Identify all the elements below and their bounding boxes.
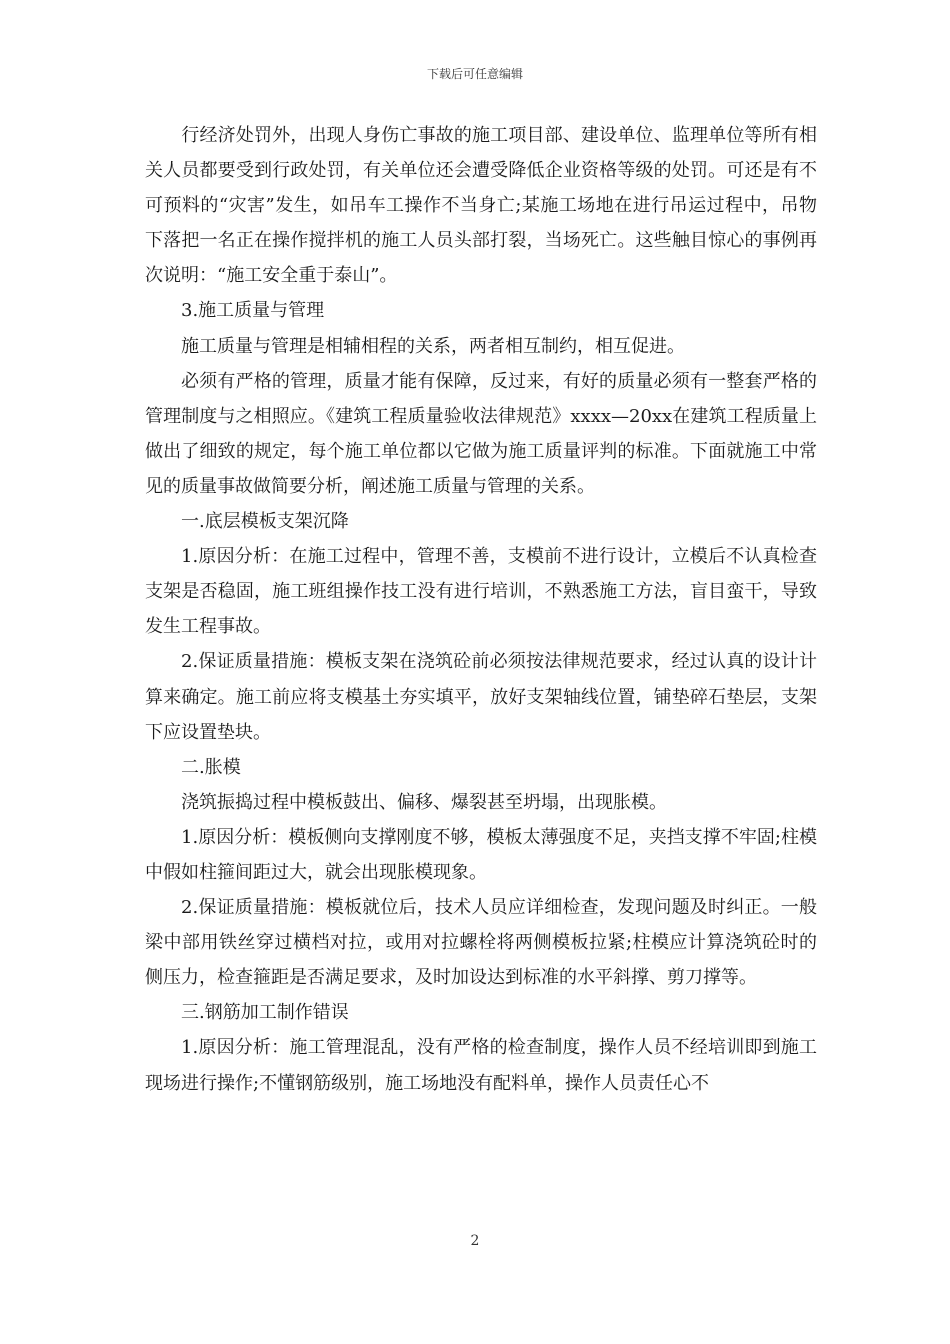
paragraph: 施工质量与管理是相辅相程的关系，两者相互制约，相互促进。	[181, 335, 685, 357]
page-number: 2	[470, 1233, 480, 1249]
paragraph: 1.原因分析：在施工过程中，管理不善，支模前不进行设计，立模后不认真检查支架是否稳固，施工班组操作技工没有进行培训，不熟悉施工方法，盲目蛮干，导致发生工程事故。	[145, 546, 817, 638]
document-body	[145, 118, 817, 1101]
paragraph: 行经济处罚外，出现人身伤亡事故的施工项目部、建设单位、监理单位等所有相关人员都要受到行政处罚，有关单位还会遭受降低企业资格等级的处罚。可还是有不可预料的“灾害”发生，如吊车工操作不当身亡;某施工场地在进行吊运过程中，吊物下落把一名正在操作搅拌机的施工人员头部打裂，当场死亡。这些触目惊心的事例再次说明：“施工安全重于泰山”。	[145, 125, 817, 287]
paragraph: 2.保证质量措施：模板就位后，技术人员应详细检查，发现问题及时纠正。一般梁中部用铁丝穿过横档对拉，或用对拉螺栓将两侧模板拉紧;柱模应计算浇筑砼时的侧压力，检查箍距是否满足要求，及时加设达到标准的水平斜撑、剪刀撑等。	[145, 897, 817, 989]
paragraph: 1.原因分析：模板侧向支撑刚度不够，模板太薄强度不足，夹挡支撑不牢固;柱模中假如柱箍间距过大，就会出现胀模现象。	[145, 826, 817, 883]
paragraph: 1.原因分析：施工管理混乱，没有严格的检查制度，操作人员不经培训即到施工现场进行操作;不懂钢筋级别，施工场地没有配料单，操作人员责任心不	[145, 1037, 817, 1094]
section-heading: 3.施工质量与管理	[181, 300, 325, 322]
page-header: 下载后可任意编辑	[426, 67, 523, 81]
paragraph: 浇筑振捣过程中模板鼓出、偏移、爆裂甚至坍塌，出现胀模。	[181, 791, 667, 813]
section-heading: 二.胀模	[181, 756, 241, 778]
section-heading: 三.钢筋加工制作错误	[181, 1002, 349, 1024]
section-heading: 一.底层模板支架沉降	[181, 511, 349, 533]
paragraph: 2.保证质量措施：模板支架在浇筑砼前必须按法律规范要求，经过认真的设计计算来确定。施工前应将支模基土夯实填平，放好支架轴线位置，铺垫碎石垫层，支架下应设置垫块。	[145, 651, 817, 743]
paragraph: 必须有严格的管理，质量才能有保障，反过来，有好的质量必须有一整套严格的管理制度与之相照应。《建筑工程质量验收法律规范》xxxx—20xx在建筑工程质量上做出了细致的规定，每个施工单位都以它做为施工质量评判的标准。下面就施工中常见的质量事故做简要分析，阐述施工质量与管理的关系。	[145, 370, 817, 497]
